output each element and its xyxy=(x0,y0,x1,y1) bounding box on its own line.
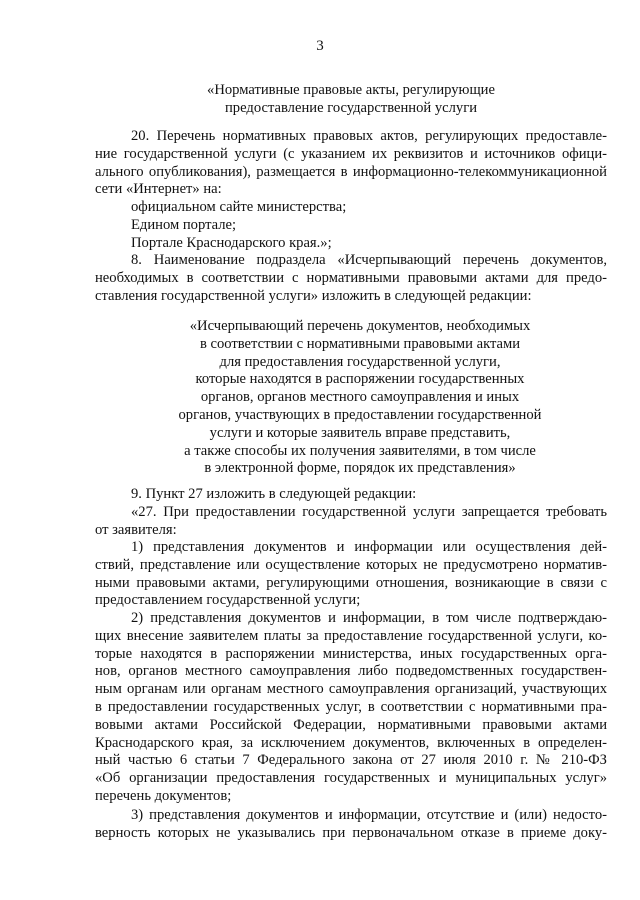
quote-line: в соответствии с нормативными правовыми актами xyxy=(199,335,521,352)
quote-line: органов, органов местного самоуправления и иных xyxy=(200,389,520,406)
text-line: ставления государственной услуги» изложить в следующей редакции: xyxy=(95,287,532,304)
item-1 xyxy=(95,539,607,610)
page-number: 3 xyxy=(316,38,324,54)
item-2 xyxy=(95,610,607,806)
text-line: ствий, представление или осуществление которых не предусмотрено норматив- xyxy=(95,556,607,573)
text-line: вовыми актами Российской Федерации, нормативными правовыми актами xyxy=(95,716,607,733)
text-line: сети «Интернет» на: xyxy=(95,181,222,198)
item-3 xyxy=(95,807,607,843)
text-line: от заявителя: xyxy=(95,521,177,538)
text-line: предоставлением государственной услуги; xyxy=(95,592,361,609)
text-line: нов, органов местного самоуправления либо подведомственных государствен- xyxy=(95,663,607,680)
text-line: верность которых не указывались при первоначальном отказе в приеме доку- xyxy=(95,824,607,841)
text-line: 9. Пункт 27 изложить в следующей редакции: xyxy=(131,486,417,502)
quoted-subsection-title xyxy=(140,318,580,478)
text-line: перечень документов; xyxy=(95,787,232,804)
list-item: Едином портале; xyxy=(131,216,237,233)
text-line: 8. Наименование подраздела «Исчерпывающий перечень документов, xyxy=(131,252,607,268)
quote-line: органов, участвующих в предоставлении государственной xyxy=(178,406,542,423)
text-line: ным органам или органам местного самоуправления организаций, участвующих xyxy=(95,681,607,698)
text-line: щих внесение заявителем платы за предоставление государственной услуги, ко- xyxy=(95,627,607,644)
text-line: торые находятся в распоряжении министерства, иных государственных орга- xyxy=(95,645,607,662)
text-line: ального опубликования), размещается в информационно-телекоммуникационной xyxy=(95,163,607,180)
text-line: в предоставлении государственных услуг, в соответствии с нормативными пра- xyxy=(95,698,607,715)
paragraph-8 xyxy=(95,252,607,305)
text-line: «27. При предоставлении государственной услуги запрещается требовать xyxy=(131,503,607,520)
text-line: 1) представления документов и информации или осуществления дей- xyxy=(131,539,607,555)
quote-line: для предоставления государственной услуги, xyxy=(219,353,501,370)
text-line: Краснодарского края, за исключением документов, включенных в определен- xyxy=(95,734,607,751)
quote-line: а также способы их получения заявителями, в том числе xyxy=(184,442,536,459)
heading-line: «Нормативные правовые акты, регулирующие xyxy=(207,82,495,98)
text-line: «Об организации предоставления государственных и муниципальных услуг» xyxy=(95,770,607,787)
text-line: необходимых в соответствии с нормативными правовыми актами для предо- xyxy=(95,269,607,286)
text-line: 2) представления документов и информации, в том числе подтверждаю- xyxy=(131,610,607,626)
quote-line: услуги и которые заявитель вправе представить, xyxy=(209,424,511,441)
quote-line: в электронной форме, порядок их представления» xyxy=(204,460,516,477)
text-line: ными правовыми актами, регулирующими отношения, возникающие в связи с xyxy=(95,574,607,591)
list-item: официальном сайте министерства; xyxy=(131,199,347,216)
text-line: 20. Перечень нормативных правовых актов, регулирующих предоставле- xyxy=(131,128,607,144)
quote-line: которые находятся в распоряжении государственных xyxy=(195,371,525,388)
text-line: ный частью 6 статьи 7 Федерального закона от 27 июля 2010 г. № 210-ФЗ xyxy=(95,752,607,769)
paragraph-9 xyxy=(95,486,607,539)
text-line: ние государственной услуги (с указанием их реквизитов и источников офици- xyxy=(95,145,607,162)
paragraph-20 xyxy=(95,128,607,253)
text-line: 3) представления документов и информации, отсутствие и (или) недосто- xyxy=(131,807,607,823)
section-heading xyxy=(95,82,607,118)
heading-line: предоставление государственной услуги xyxy=(225,99,477,116)
list-item: Портале Краснодарского края.»; xyxy=(131,234,332,251)
quote-line: «Исчерпывающий перечень документов, необходимых xyxy=(189,318,531,334)
